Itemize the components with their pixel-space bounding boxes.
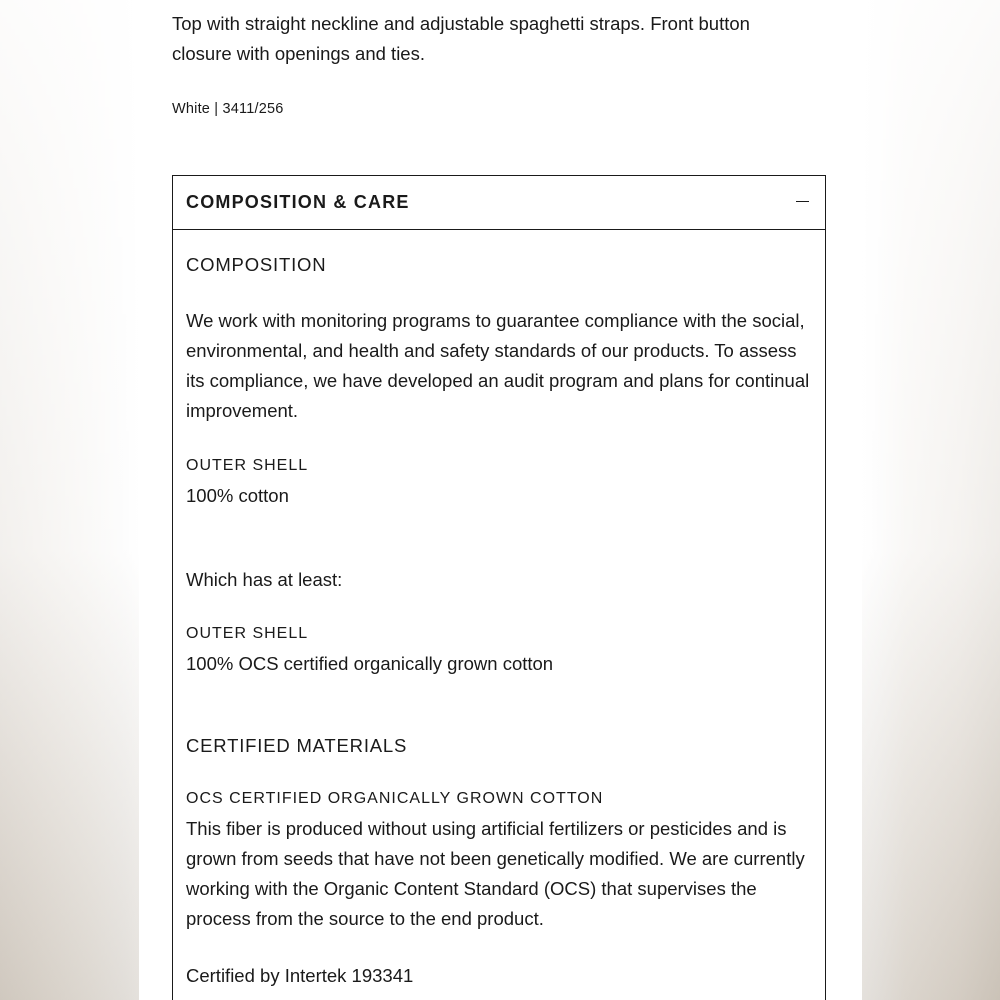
at-least-text: Which has at least: (186, 569, 343, 590)
minus-icon[interactable] (796, 201, 809, 202)
ocs-description: This fiber is produced without using artificial fertilizers or pesticides and is grown from seeds that have not been genetically modified. We are currently working with the Organic Content Standard (OCS) that supervises the process from the source to the end product. (186, 818, 805, 929)
outer-shell-value: 100% cotton (186, 485, 289, 506)
ocs-label: OCS CERTIFIED ORGANICALLY GROWN COTTON (186, 790, 604, 807)
outer-shell-label: OUTER SHELL (186, 457, 309, 474)
product-description: Top with straight neckline and adjustable spaghetti straps. Front button closure with openings and ties. (172, 13, 750, 64)
color-reference: White | 3411/256 (172, 101, 284, 117)
product-details-panel (139, 0, 862, 1000)
background-right (862, 0, 1000, 1000)
composition-care-accordion (172, 175, 826, 1000)
composition-heading: COMPOSITION (186, 254, 327, 275)
certified-by-text: Certified by Intertek 193341 (186, 965, 414, 986)
certified-outer-shell-value: 100% OCS certified organically grown cotton (186, 653, 554, 674)
accordion-header[interactable] (173, 176, 825, 230)
certified-materials-heading: CERTIFIED MATERIALS (186, 735, 408, 756)
accordion-title: COMPOSITION & CARE (186, 192, 410, 212)
certified-outer-shell-label: OUTER SHELL (186, 625, 309, 642)
compliance-intro: We work with monitoring programs to guarantee compliance with the social, environmental, and health and safety standards of our products. To assess its compliance, we have developed an audit program and plans for continual improvement. (186, 310, 810, 421)
background-left (0, 0, 139, 1000)
